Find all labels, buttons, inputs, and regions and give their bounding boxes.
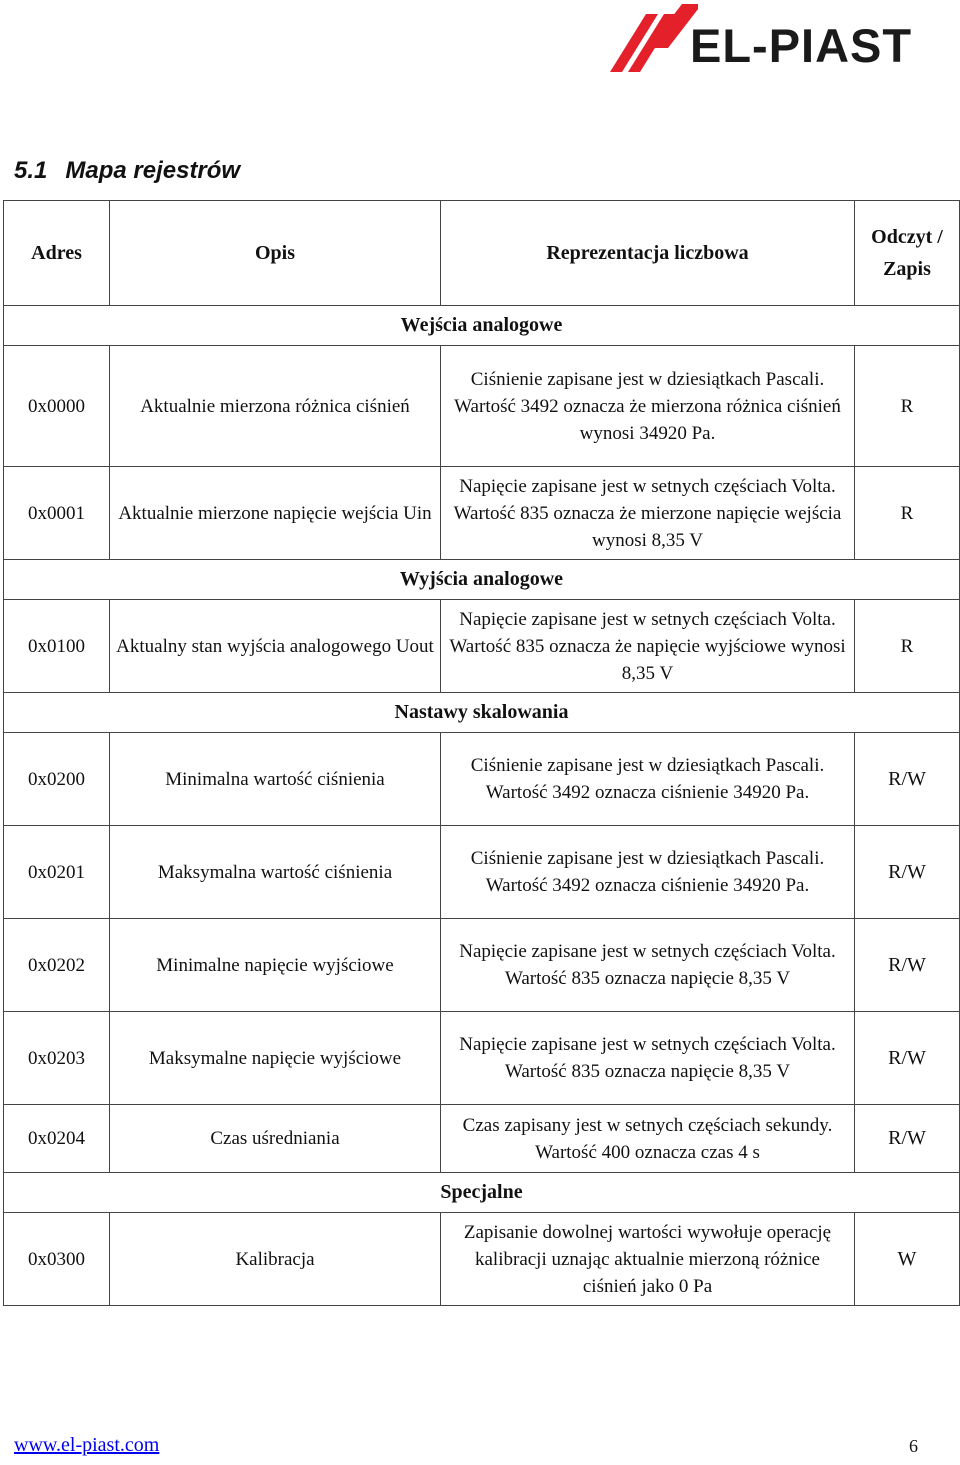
- register-access: W: [855, 1213, 960, 1306]
- table-row: [4, 600, 960, 693]
- register-description: Kalibracja: [110, 1213, 441, 1306]
- table-row: [4, 1105, 960, 1173]
- register-description: Aktualny stan wyjścia analogowego Uout: [110, 600, 441, 693]
- section-title-scaling: Nastawy skalowania: [4, 693, 960, 733]
- register-address: 0x0100: [4, 600, 110, 693]
- register-representation: Ciśnienie zapisane jest w dziesiątkach Pascali. Wartość 3492 oznacza ciśnienie 34920 Pa.: [441, 733, 855, 826]
- register-address: 0x0200: [4, 733, 110, 826]
- el-piast-logo: [608, 4, 938, 86]
- register-address: 0x0204: [4, 1105, 110, 1173]
- header-address: Adres: [4, 201, 110, 306]
- register-access: R: [855, 600, 960, 693]
- register-representation: Napięcie zapisane jest w setnych częściach Volta. Wartość 835 oznacza napięcie 8,35 V: [441, 1012, 855, 1105]
- register-representation: Napięcie zapisane jest w setnych częściach Volta. Wartość 835 oznacza że mierzone napięcie wejścia wynosi 8,35 V: [441, 467, 855, 560]
- register-access: R/W: [855, 826, 960, 919]
- header-representation: Reprezentacja liczbowa: [441, 201, 855, 306]
- register-address: 0x0202: [4, 919, 110, 1012]
- table-row: [4, 733, 960, 826]
- register-representation: Napięcie zapisane jest w setnych częściach Volta. Wartość 835 oznacza że napięcie wyjściowe wynosi 8,35 V: [441, 600, 855, 693]
- table-row: [4, 826, 960, 919]
- register-access: R/W: [855, 1105, 960, 1173]
- register-description: Aktualnie mierzona różnica ciśnień: [110, 346, 441, 467]
- register-access: R: [855, 346, 960, 467]
- register-access: R/W: [855, 1012, 960, 1105]
- section-row: [4, 1173, 960, 1213]
- register-address: 0x0001: [4, 467, 110, 560]
- register-description: Maksymalne napięcie wyjściowe: [110, 1012, 441, 1105]
- section-title-special: Specjalne: [4, 1173, 960, 1213]
- table-row: [4, 1012, 960, 1105]
- register-access: R/W: [855, 919, 960, 1012]
- register-access: R: [855, 467, 960, 560]
- register-access: R/W: [855, 733, 960, 826]
- register-address: 0x0201: [4, 826, 110, 919]
- table-row: [4, 346, 960, 467]
- table-row: [4, 467, 960, 560]
- section-heading: [14, 157, 240, 185]
- header-access: Odczyt / Zapis: [855, 201, 960, 306]
- header-description: Opis: [110, 201, 441, 306]
- register-address: 0x0300: [4, 1213, 110, 1306]
- register-representation: Ciśnienie zapisane jest w dziesiątkach Pascali. Wartość 3492 oznacza ciśnienie 34920 Pa.: [441, 826, 855, 919]
- register-description: Minimalna wartość ciśnienia: [110, 733, 441, 826]
- register-representation: Czas zapisany jest w setnych częściach sekundy. Wartość 400 oznacza czas 4 s: [441, 1105, 855, 1173]
- table-row: [4, 1213, 960, 1306]
- table-row: [4, 919, 960, 1012]
- register-description: Minimalne napięcie wyjściowe: [110, 919, 441, 1012]
- register-description: Aktualnie mierzone napięcie wejścia Uin: [110, 467, 441, 560]
- register-representation: Napięcie zapisane jest w setnych częściach Volta. Wartość 835 oznacza napięcie 8,35 V: [441, 919, 855, 1012]
- register-description: Maksymalna wartość ciśnienia: [110, 826, 441, 919]
- el-piast-logo-icon: [608, 4, 698, 86]
- logo-wordmark: EL-PIAST: [690, 19, 913, 72]
- section-title-analog-outputs: Wyjścia analogowe: [4, 560, 960, 600]
- register-description: Czas uśredniania: [110, 1105, 441, 1173]
- section-number: 5.1: [14, 157, 48, 184]
- register-map-table: [3, 200, 960, 1306]
- section-row: [4, 306, 960, 346]
- register-representation: Ciśnienie zapisane jest w dziesiątkach Pascali. Wartość 3492 oznacza że mierzona różnica ciśnień wynosi 34920 Pa.: [441, 346, 855, 467]
- register-address: 0x0203: [4, 1012, 110, 1105]
- section-row: [4, 560, 960, 600]
- footer-website-link[interactable]: www.el-piast.com: [14, 1434, 160, 1456]
- page-number: 6: [909, 1436, 918, 1456]
- table-header-row: [4, 201, 960, 306]
- register-address: 0x0000: [4, 346, 110, 467]
- register-representation: Zapisanie dowolnej wartości wywołuje operację kalibracji uznając aktualnie mierzoną różnice ciśnień jako 0 Pa: [441, 1213, 855, 1306]
- section-title-analog-inputs: Wejścia analogowe: [4, 306, 960, 346]
- section-row: [4, 693, 960, 733]
- section-title: Mapa rejestrów: [65, 157, 241, 184]
